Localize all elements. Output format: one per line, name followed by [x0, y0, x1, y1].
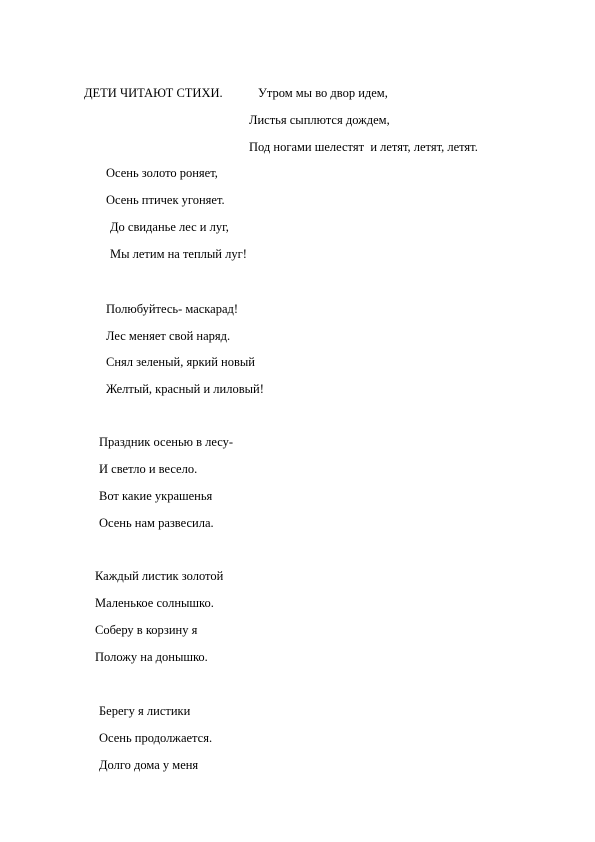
- stanza-3-line-4: Осень нам развесила.: [99, 516, 214, 530]
- poem-heading: ДЕТИ ЧИТАЮТ СТИХИ.: [84, 86, 223, 100]
- stanza-1-line-3: До свиданье лес и луг,: [110, 220, 229, 234]
- stanza-1-line-2: Осень птичек угоняет.: [106, 193, 225, 207]
- stanza-1-line-4: Мы летим на теплый луг!: [110, 247, 247, 261]
- intro-line-2: Листья сыплются дождем,: [249, 113, 390, 127]
- stanza-5-line-3: Долго дома у меня: [99, 758, 199, 772]
- stanza-2-line-2: Лес меняет свой наряд.: [106, 329, 231, 343]
- stanza-5-line-1: Берегу я листики: [99, 704, 191, 718]
- stanza-2-line-3: Снял зеленый, яркий новый: [106, 355, 255, 369]
- stanza-4-line-1: Каждый листик золотой: [95, 569, 224, 583]
- stanza-2-line-4: Желтый, красный и лиловый!: [106, 382, 264, 396]
- stanza-4-line-2: Маленькое солнышко.: [95, 596, 214, 610]
- stanza-1-line-1: Осень золото роняет,: [106, 166, 218, 180]
- stanza-4-line-3: Соберу в корзину я: [95, 623, 198, 637]
- intro-line-1: Утром мы во двор идем,: [258, 86, 388, 100]
- stanza-3-line-1: Праздник осенью в лесу-: [99, 435, 234, 449]
- stanza-3-line-3: Вот какие украшенья: [99, 489, 213, 503]
- intro-line-3: Под ногами шелестят и летят, летят, летят.: [249, 140, 478, 154]
- stanza-2-line-1: Полюбуйтесь- маскарад!: [106, 302, 239, 316]
- stanza-5-line-2: Осень продолжается.: [99, 731, 213, 745]
- stanza-3-line-2: И светло и весело.: [99, 462, 198, 476]
- stanza-4-line-4: Положу на донышко.: [95, 650, 208, 664]
